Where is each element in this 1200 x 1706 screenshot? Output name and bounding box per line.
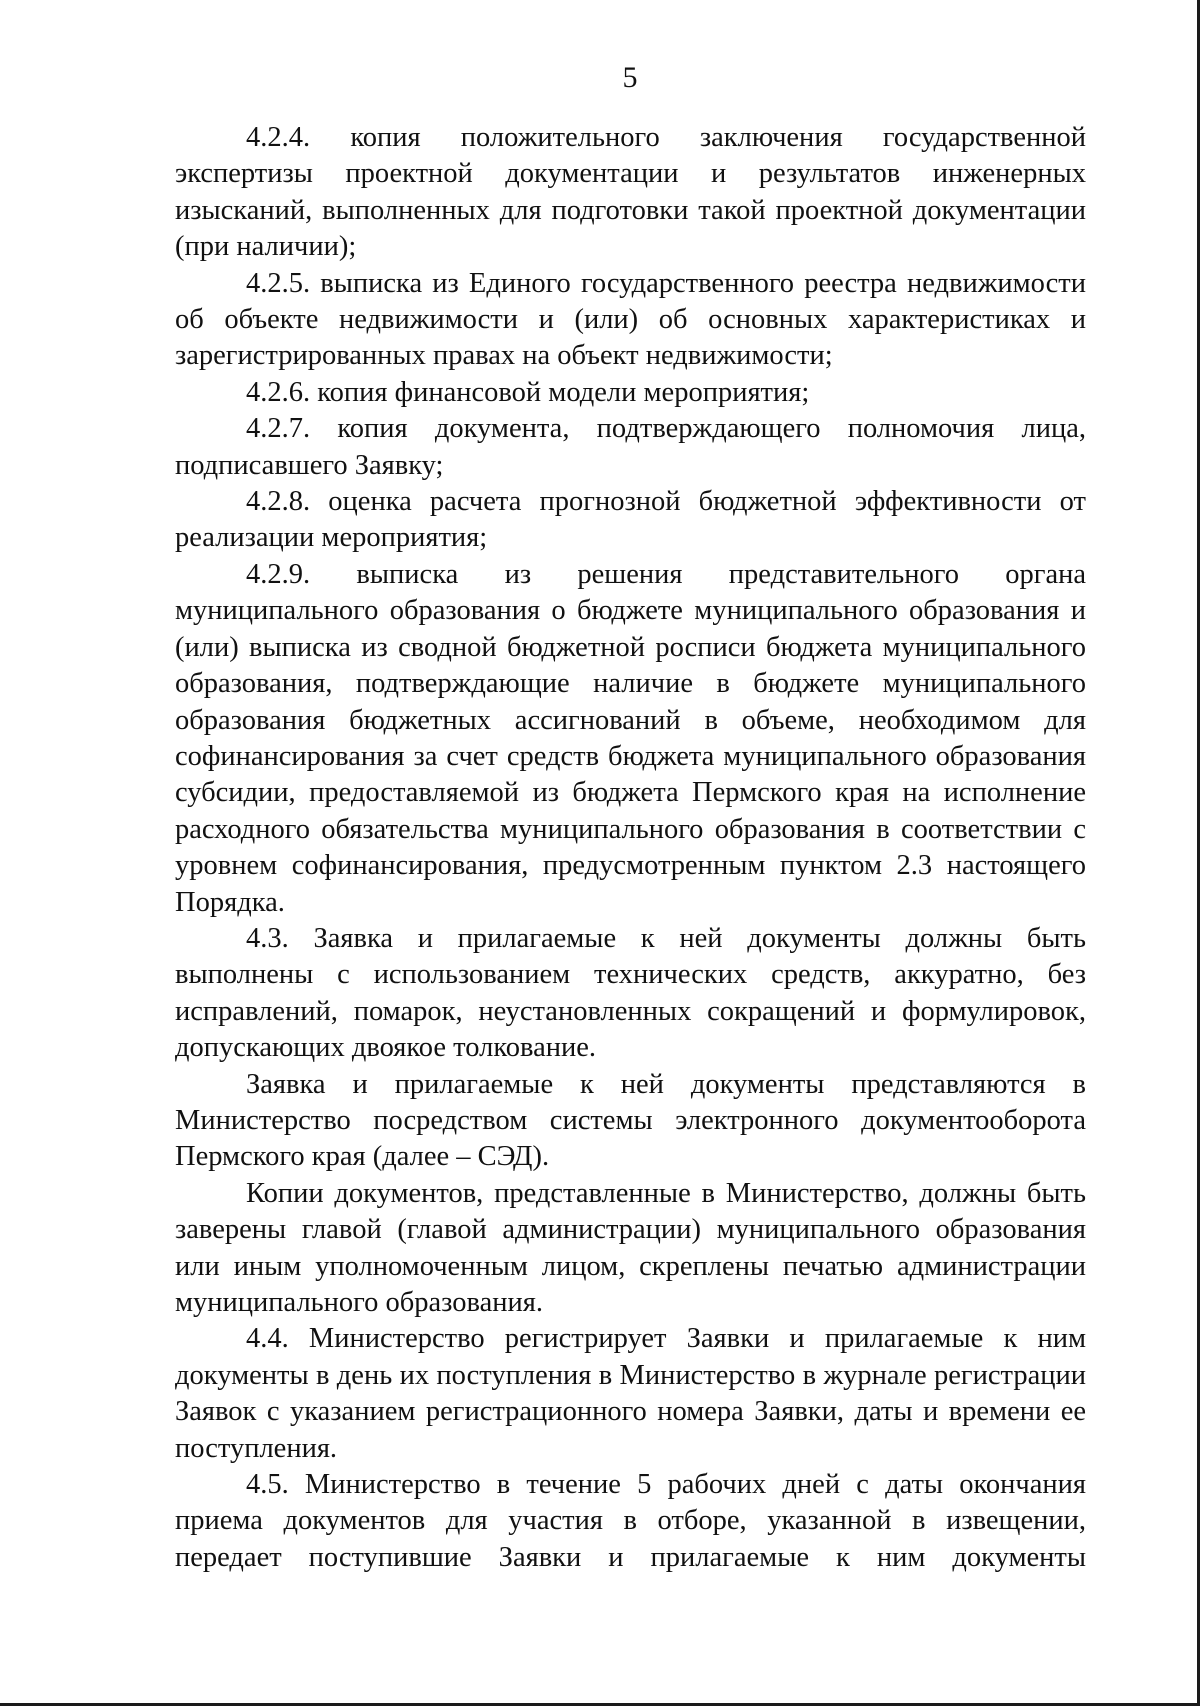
paragraph-4-2-5: 4.2.5. выписка из Единого государственного реестра недвижимости об объекте недвижимости и (или) об основных характеристиках и зарегистрированных правах на объект недвижимости; (175, 267, 1086, 372)
paragraph-4-3: 4.3. Заявка и прилагаемые к ней документы должны быть выполнены с использованием технических средств, аккуратно, без исправлений, помарок, неустановленных сокращений и формулировок, допускающих двоякое толкование. (175, 922, 1086, 1064)
paragraph-copies: Копии документов, представленные в Министерство, должны быть заверены главой (главой администрации) муниципального образования или иным уполномоченным лицом, скреплены печатью администрации муниципального образования. (175, 1177, 1086, 1318)
paragraph-4-4: 4.4. Министерство регистрирует Заявки и прилагаемые к ним документы в день их поступления в Министерство в журнале регистрации Заявок с указанием регистрационного номера Заявки, даты и времени ее поступления. (175, 1323, 1086, 1464)
page-number: 5 (622, 61, 638, 94)
paragraph-4-5: 4.5. Министерство в течение 5 рабочих дней с даты окончания приема документов для участия в отборе, указанной в извещении, передает поступившие Заявки и прилагаемые к ним документы (175, 1469, 1086, 1573)
paragraph-4-2-7: 4.2.7. копия документа, подтверждающего полномочия лица, подписавшего Заявку; (175, 413, 1086, 481)
document-body (175, 120, 1086, 1576)
paragraph-submission: Заявка и прилагаемые к ней документы представляются в Министерство посредством системы электронного документооборота Пермского края (далее – СЭД). (175, 1068, 1086, 1173)
paragraph-4-2-9: 4.2.9. выписка из решения представительного органа муниципального образования о бюджете муниципального образования и (или) выписка из сводной бюджетной росписи бюджета муниципального образования, подтверждающие наличие в бюджете муниципального образования бюджетных ассигнований в объеме, необходимом для софинансирования за счет средств бюджета муниципального образования субсидии, предоставляемой из бюджета Пермского края на исполнение расходного обязательства муниципального образования в соответствии с уровнем софинансирования, предусмотренным пунктом 2.3 настоящего Порядка. (175, 558, 1086, 918)
paragraph-4-2-6: 4.2.6. копия финансовой модели мероприятия; (246, 376, 810, 408)
paragraph-4-2-8: 4.2.8. оценка расчета прогнозной бюджетной эффективности от реализации мероприятия; (175, 486, 1086, 554)
paragraph-4-2-4: 4.2.4. копия положительного заключения государственной экспертизы проектной документации и результатов инженерных изысканий, выполненных для подготовки такой проектной документации (при наличии); (175, 122, 1086, 263)
